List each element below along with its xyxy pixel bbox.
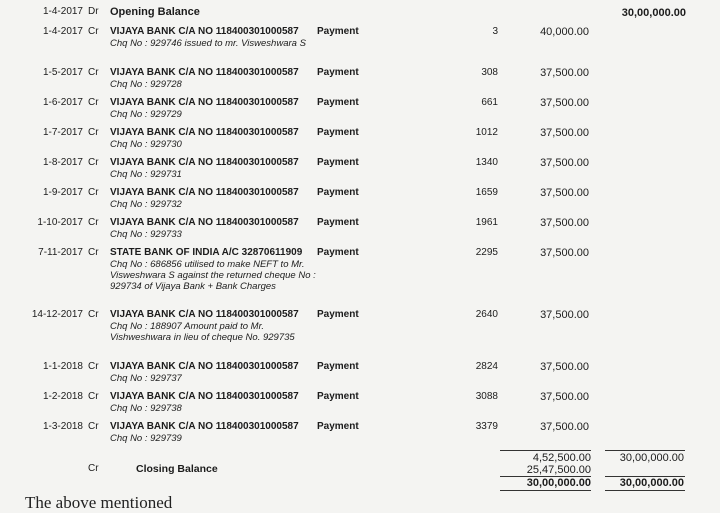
- entry-narration: Chq No : 686856 utilised to make NEFT to Mr. Visweshwara S against the returned cheque No : 929734 of Vijaya Bank + Bank Charges: [110, 259, 316, 292]
- entry-narration: Chq No : 929737: [110, 373, 182, 384]
- debit-total-rule: [605, 450, 685, 451]
- entry-amount: 37,500.00: [540, 127, 589, 139]
- entry-vno: 1659: [475, 187, 498, 198]
- closing-label: Closing Balance: [136, 463, 218, 475]
- entry-amount: 37,500.00: [540, 187, 589, 199]
- entry-vtype: Payment: [317, 127, 359, 138]
- entry-date: 1-3-2018: [42, 421, 83, 432]
- entry-drcr: Cr: [88, 187, 99, 198]
- entry-narration: Chq No : 929738: [110, 403, 182, 414]
- entry-drcr: Cr: [88, 361, 99, 372]
- entry-drcr: Cr: [88, 247, 99, 258]
- entry-drcr: Cr: [88, 217, 99, 228]
- grand-credit-underline: [500, 490, 591, 491]
- entry-date: 1-4-2017: [42, 26, 83, 37]
- entry-drcr: Cr: [88, 127, 99, 138]
- entry-vtype: Payment: [317, 361, 359, 372]
- entry-date: 1-7-2017: [42, 127, 83, 138]
- entry-party: VIJAYA BANK C/A NO 118400301000587: [110, 361, 299, 372]
- entry-date: 1-9-2017: [42, 187, 83, 198]
- entry-vno: 3379: [475, 421, 498, 432]
- entry-vtype: Payment: [317, 67, 359, 78]
- entry-vtype: Payment: [317, 26, 359, 37]
- entry-vno: 2295: [475, 247, 498, 258]
- entry-party: VIJAYA BANK C/A NO 118400301000587: [110, 309, 299, 320]
- entry-date: 14-12-2017: [31, 309, 83, 320]
- entry-drcr: Cr: [88, 157, 99, 168]
- entry-date: 1-8-2017: [42, 157, 83, 168]
- entry-narration: Chq No : 929732: [110, 199, 182, 210]
- opening-amount: 30,00,000.00: [621, 7, 686, 19]
- entry-date: 7-11-2017: [38, 247, 83, 258]
- entry-vtype: Payment: [317, 187, 359, 198]
- closing-balance-amount: 25,47,500.00: [526, 464, 591, 476]
- entry-narration: Chq No : 929733: [110, 229, 182, 240]
- entry-vno: 3088: [475, 391, 498, 402]
- credit-total: 4,52,500.00: [532, 452, 591, 464]
- closing-drcr: Cr: [88, 463, 99, 474]
- entry-narration: Chq No : 188907 Amount paid to Mr. Vishweshwara in lieu of cheque No. 929735: [110, 321, 295, 343]
- grand-debit-total: 30,00,000.00: [619, 477, 684, 489]
- entry-party: VIJAYA BANK C/A NO 118400301000587: [110, 26, 299, 37]
- entry-vno: 1012: [475, 127, 498, 138]
- entry-vno: 661: [481, 97, 498, 108]
- entry-party: VIJAYA BANK C/A NO 118400301000587: [110, 391, 299, 402]
- entry-vtype: Payment: [317, 217, 359, 228]
- entry-amount: 37,500.00: [540, 67, 589, 79]
- entry-party: VIJAYA BANK C/A NO 118400301000587: [110, 187, 299, 198]
- entry-narration: Chq No : 929731: [110, 169, 182, 180]
- entry-vno: 2824: [475, 361, 498, 372]
- entry-drcr: Cr: [88, 26, 99, 37]
- entry-vno: 2640: [475, 309, 498, 320]
- entry-vno: 308: [481, 67, 498, 78]
- entry-drcr: Cr: [88, 391, 99, 402]
- entry-drcr: Cr: [88, 309, 99, 320]
- entry-drcr: Cr: [88, 97, 99, 108]
- opening-label: Opening Balance: [110, 6, 200, 18]
- entry-amount: 37,500.00: [540, 391, 589, 403]
- grand-credit-total: 30,00,000.00: [526, 477, 591, 489]
- entry-vtype: Payment: [317, 309, 359, 320]
- entry-amount: 40,000.00: [540, 26, 589, 38]
- entry-amount: 37,500.00: [540, 247, 589, 259]
- entry-party: VIJAYA BANK C/A NO 118400301000587: [110, 157, 299, 168]
- entry-narration: Chq No : 929730: [110, 139, 182, 150]
- opening-date: 1-4-2017: [42, 6, 83, 17]
- entry-date: 1-5-2017: [42, 67, 83, 78]
- entry-vtype: Payment: [317, 157, 359, 168]
- entry-amount: 37,500.00: [540, 217, 589, 229]
- opening-drcr: Dr: [88, 6, 99, 17]
- entry-amount: 37,500.00: [540, 361, 589, 373]
- entry-vno: 1340: [475, 157, 498, 168]
- entry-vno: 1961: [475, 217, 498, 228]
- entry-narration: Chq No : 929729: [110, 109, 182, 120]
- entry-narration: Chq No : 929746 issued to mr. Visweshwara S: [110, 38, 306, 49]
- entry-vtype: Payment: [317, 421, 359, 432]
- entry-party: VIJAYA BANK C/A NO 118400301000587: [110, 97, 299, 108]
- debit-total: 30,00,000.00: [619, 452, 684, 464]
- entry-party: STATE BANK OF INDIA A/C 32870611909: [110, 247, 303, 258]
- credit-total-rule: [500, 450, 591, 451]
- entry-date: 1-1-2018: [42, 361, 83, 372]
- entry-vno: 3: [492, 26, 498, 37]
- entry-date: 1-2-2018: [42, 391, 83, 402]
- entry-drcr: Cr: [88, 67, 99, 78]
- footer-text: The above mentioned: [25, 493, 173, 512]
- entry-date: 1-10-2017: [37, 217, 83, 228]
- entry-party: VIJAYA BANK C/A NO 118400301000587: [110, 217, 299, 228]
- entry-vtype: Payment: [317, 97, 359, 108]
- entry-narration: Chq No : 929728: [110, 79, 182, 90]
- entry-amount: 37,500.00: [540, 97, 589, 109]
- entry-amount: 37,500.00: [540, 421, 589, 433]
- entry-date: 1-6-2017: [42, 97, 83, 108]
- entry-party: VIJAYA BANK C/A NO 118400301000587: [110, 127, 299, 138]
- entry-drcr: Cr: [88, 421, 99, 432]
- entry-narration: Chq No : 929739: [110, 433, 182, 444]
- entry-vtype: Payment: [317, 247, 359, 258]
- grand-debit-underline: [605, 490, 685, 491]
- entry-vtype: Payment: [317, 391, 359, 402]
- entry-party: VIJAYA BANK C/A NO 118400301000587: [110, 67, 299, 78]
- entry-amount: 37,500.00: [540, 157, 589, 169]
- entry-party: VIJAYA BANK C/A NO 118400301000587: [110, 421, 299, 432]
- entry-amount: 37,500.00: [540, 309, 589, 321]
